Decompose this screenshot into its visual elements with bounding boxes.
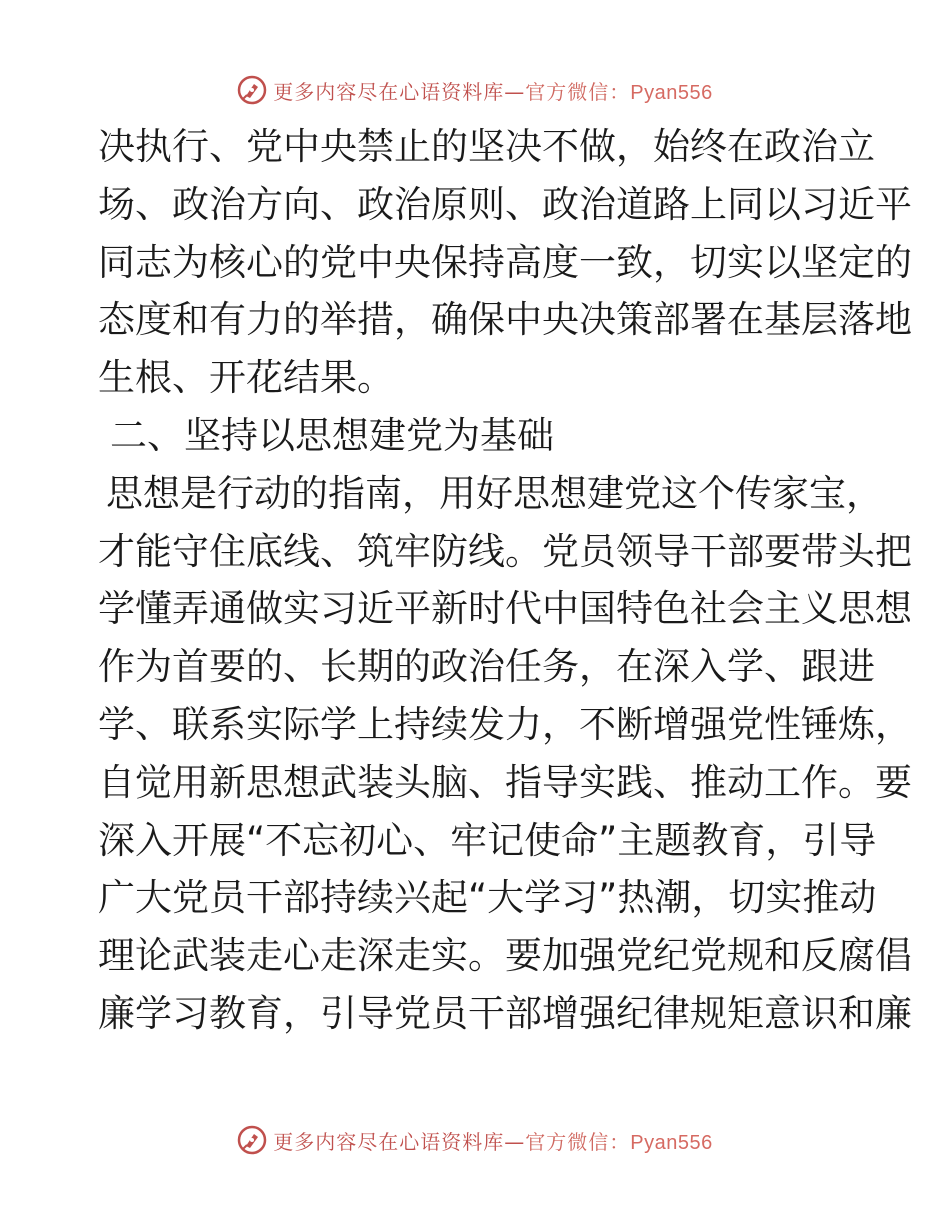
section-heading: 二、坚持以思想建党为基础 (110, 413, 554, 457)
text-line: 同志为核心的党中央保持高度一致，切实以坚定的 (98, 240, 912, 284)
text-line: 学懂弄通做实习近平新时代中国特色社会主义思想 (98, 587, 912, 631)
text-line: 廉学习教育，引导党员干部增强纪律规矩意识和廉 (98, 991, 912, 1035)
text-line: 理论武装走心走深走实。要加强党纪党规和反腐倡 (98, 934, 912, 978)
text-line: 作为首要的、长期的政治任务，在深入学、跟进 (98, 645, 875, 689)
footer-watermark-banner (0, 1120, 950, 1160)
text-line: 学、联系实际学上持续发力，不断增强党性锤炼， (98, 702, 912, 746)
watermark-text: 更多内容尽在心语资料库—官方微信：Pyan556 (273, 1129, 713, 1154)
paragraph-first-line: 思想是行动的指南，用好思想建党这个传家宝， (106, 471, 883, 515)
text-line: 广大党员干部持续兴起“大学习”热潮，切实推动 (98, 876, 877, 920)
text-line: 态度和有力的举措，确保中央决策部署在基层落地 (98, 298, 912, 342)
watermark-text: 更多内容尽在心语资料库—官方微信：Pyan556 (273, 79, 713, 104)
pen-nib-logo-icon (237, 75, 267, 105)
header-watermark-banner (0, 70, 950, 110)
document-body (98, 118, 912, 1043)
text-line: 生根、开花结果。 (98, 356, 394, 400)
text-line: 才能守住底线、筑牢防线。党员领导干部要带头把 (98, 529, 912, 573)
text-line: 决执行、党中央禁止的坚决不做，始终在政治立 (98, 125, 875, 168)
text-line: 自觉用新思想武装头脑、指导实践、推动工作。要 (98, 760, 912, 804)
pen-nib-logo-icon (237, 1125, 267, 1155)
text-line: 场、政治方向、政治原则、政治道路上同以习近平 (98, 182, 912, 226)
text-line: 深入开展“不忘初心、牢记使命”主题教育，引导 (98, 818, 877, 862)
